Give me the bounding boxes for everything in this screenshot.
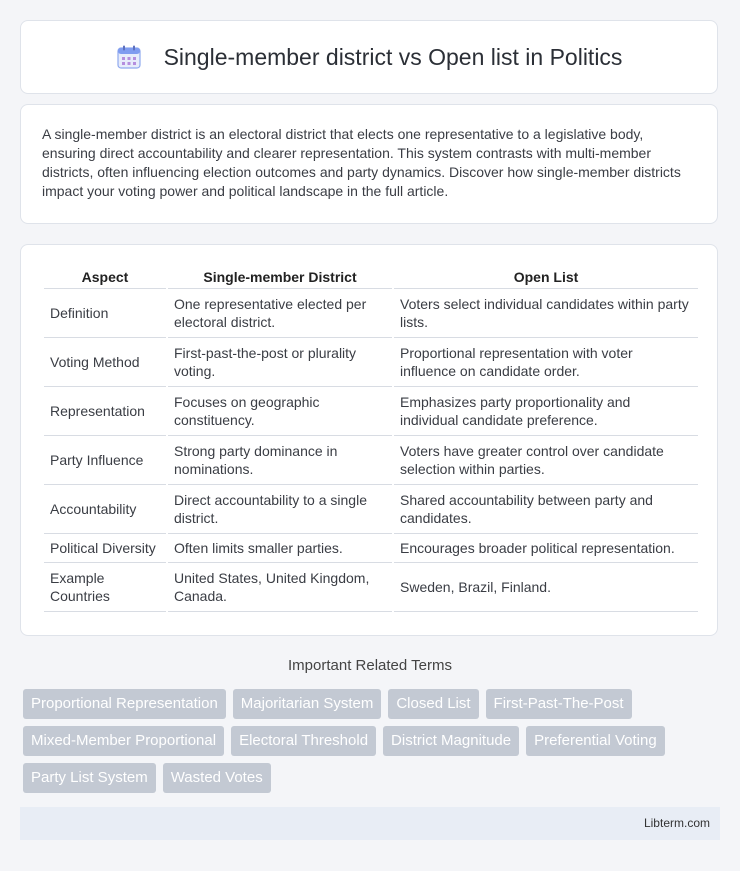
footer-site-link[interactable]: Libterm.com xyxy=(643,816,710,830)
row-open-list: Voters select individual candidates within party lists. xyxy=(393,289,698,338)
page-title: Single-member district vs Open list in Politics xyxy=(163,43,623,70)
row-aspect: Definition xyxy=(43,289,167,338)
related-term-tag[interactable]: Wasted Votes xyxy=(163,763,271,793)
row-single-member: Focuses on geographic constituency. xyxy=(167,387,393,436)
related-term-tag[interactable]: District Magnitude xyxy=(383,726,519,756)
related-terms-heading: Important Related Terms xyxy=(288,657,452,674)
related-term-tag[interactable]: Closed List xyxy=(388,689,478,719)
row-open-list: Proportional representation with voter influence on candidate order. xyxy=(393,338,698,387)
related-term-tag[interactable]: Proportional Representation xyxy=(23,689,226,719)
table-row xyxy=(43,289,698,338)
table-row xyxy=(43,338,698,387)
table-row xyxy=(43,436,698,485)
row-aspect: Party Influence xyxy=(43,436,167,485)
table-row xyxy=(43,534,698,563)
comparison-table xyxy=(42,266,698,612)
row-aspect: Example Countries xyxy=(43,563,167,612)
table-row xyxy=(43,387,698,436)
row-open-list: Encourages broader political representation. xyxy=(393,534,698,563)
header-open-list: Open List xyxy=(393,266,698,289)
calendar-icon xyxy=(116,44,142,70)
comparison-card xyxy=(20,244,718,636)
title-card xyxy=(20,20,718,94)
related-term-tag[interactable]: Electoral Threshold xyxy=(231,726,376,756)
row-single-member: Strong party dominance in nominations. xyxy=(167,436,393,485)
row-single-member: One representative elected per electoral district. xyxy=(167,289,393,338)
related-term-tag[interactable]: Preferential Voting xyxy=(526,726,665,756)
table-row xyxy=(43,485,698,534)
row-open-list: Shared accountability between party and candidates. xyxy=(393,485,698,534)
header-aspect: Aspect xyxy=(43,266,167,289)
related-terms-list xyxy=(23,689,723,800)
row-single-member: United States, United Kingdom, Canada. xyxy=(167,563,393,612)
row-aspect: Political Diversity xyxy=(43,534,167,563)
related-term-tag[interactable]: Party List System xyxy=(23,763,156,793)
table-header-row xyxy=(43,266,698,289)
header-single-member: Single-member District xyxy=(167,266,393,289)
row-aspect: Voting Method xyxy=(43,338,167,387)
row-open-list: Emphasizes party proportionality and individual candidate preference. xyxy=(393,387,698,436)
related-term-tag[interactable]: First-Past-The-Post xyxy=(486,689,632,719)
related-term-tag[interactable]: Majoritarian System xyxy=(233,689,382,719)
intro-paragraph: A single-member district is an electoral district that elects one representative to a legislative body, ensuring direct accountability and clearer representation. This system contrasts with multi-member districts, often influencing election outcomes and party dynamics. Discover how single-member districts impact your voting power and political landscape in the full article. xyxy=(42,126,681,199)
footer xyxy=(20,807,720,840)
table-row xyxy=(43,563,698,612)
row-aspect: Representation xyxy=(43,387,167,436)
related-term-tag[interactable]: Mixed-Member Proportional xyxy=(23,726,224,756)
intro-card xyxy=(20,104,718,224)
row-single-member: First-past-the-post or plurality voting. xyxy=(167,338,393,387)
row-aspect: Accountability xyxy=(43,485,167,534)
row-single-member: Often limits smaller parties. xyxy=(167,534,393,563)
row-open-list: Sweden, Brazil, Finland. xyxy=(393,563,698,612)
row-open-list: Voters have greater control over candidate selection within parties. xyxy=(393,436,698,485)
row-single-member: Direct accountability to a single district. xyxy=(167,485,393,534)
